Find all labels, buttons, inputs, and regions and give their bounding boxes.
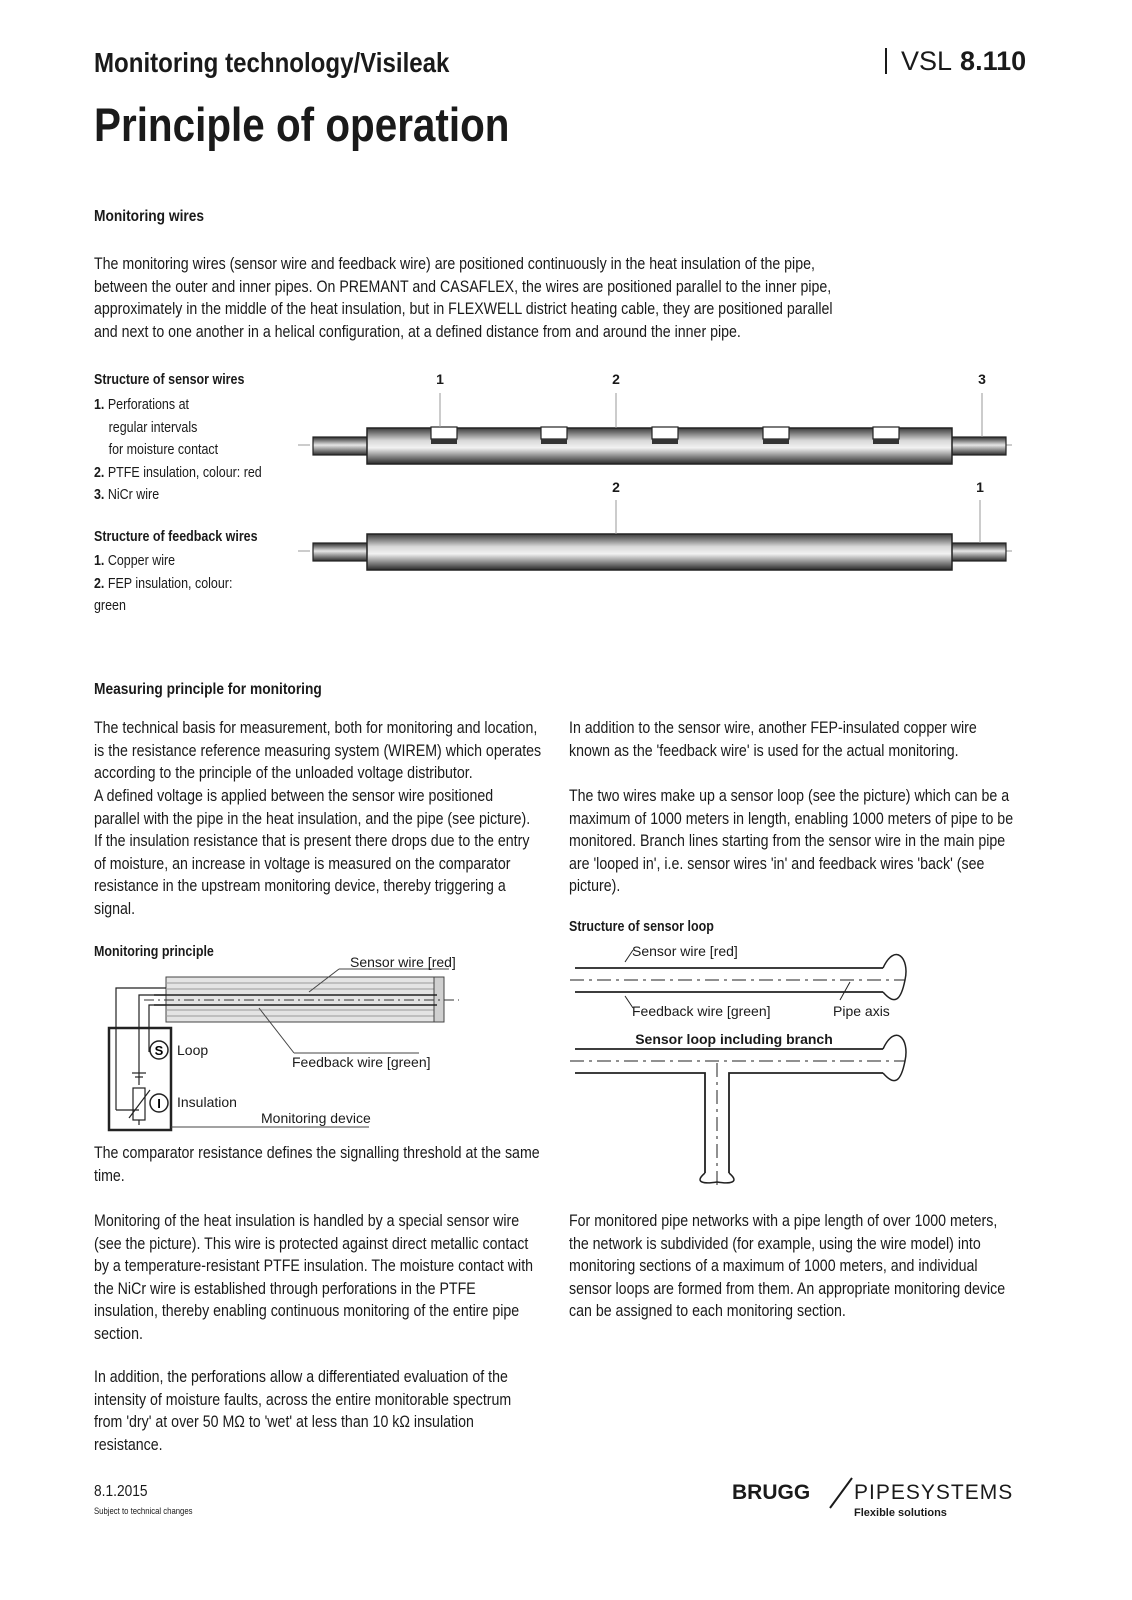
comparator-paragraph: The comparator resistance defines the signalling threshold at the same time.: [94, 1144, 540, 1185]
networks-paragraph: For monitored pipe networks with a pipe length of over 1000 meters, the network is subdivided (for example, using the wire model) into monitoring sections of a maximum of 1000 meters, and individual sensor loops are formed from them. An appropriate monitoring device can be assigned to each monitoring section.: [569, 1212, 1006, 1320]
measuring-heading: Measuring principle for monitoring: [94, 681, 322, 698]
sensor-callout-2: 2: [612, 371, 620, 387]
footer-note: Subject to technical changes: [94, 1506, 193, 1516]
loop-sensor-wire-label: Sensor wire [red]: [632, 943, 738, 959]
list-item: 2. FEP insulation, colour:: [94, 575, 233, 592]
heat-insulation-paragraph: Monitoring of the heat insulation is handled by a special sensor wire (see the picture). This wire is protected against direct metallic contact by a temperature-resistant PTFE insulation. The moisture contact with the NiCr wire is established through perforations in the PTFE insulation, thereby enabling continuous monitoring of the entire pipe section.: [94, 1212, 534, 1343]
feedback-callout-2: 2: [612, 479, 620, 495]
branch-heading: Sensor loop including branch: [635, 1031, 833, 1047]
loop-feedback-wire-label: Feedback wire [green]: [632, 1003, 771, 1019]
list-item: 1. Perforations at: [94, 397, 189, 413]
wire-structure-diagram: [290, 365, 1030, 595]
perforations-paragraph: In addition, the perforations allow a differentiated evaluation of the intensity of moisture faults, across the entire monitorable spectrum from 'dry' at over 50 MΩ to 'wet' at less than 10 kΩ insulation resistance.: [94, 1368, 512, 1454]
monitoring-principle-heading: Monitoring principle: [94, 944, 214, 960]
feedback-wire-drawing: [298, 479, 1015, 570]
measuring-paragraph-1: The technical basis for measurement, both for monitoring and location, is the resistance reference measuring system (WIREM) which operates according to the principle of the unloaded voltage distributor.: [94, 719, 542, 782]
sensor-loop-paragraph: The two wires make up a sensor loop (see the picture) which can be a maximum of 1000 meters in length, enabling 1000 meters of pipe to be monitored. Branch lines starting from the sensor wire in the main pipe are 'looped in', i.e. sensor wires 'in' and feedback wires 'back' (see picture).: [569, 787, 1014, 895]
list-item: 1. Copper wire: [94, 553, 176, 569]
monitoring-principle-diagram: [94, 950, 474, 1135]
list-item: 2. PTFE insulation, colour: red: [94, 464, 262, 481]
sensor-callout-3: 3: [978, 371, 986, 387]
signal-symbol-i: I: [157, 1096, 161, 1111]
loop-label: Loop: [177, 1042, 209, 1058]
brand-left: BRUGG: [732, 1481, 811, 1504]
brugg-logo: [730, 1474, 1030, 1522]
section-title: Monitoring technology/Visileak: [94, 47, 450, 78]
sensor-callout-1: 1: [436, 371, 444, 387]
sensor-loop-heading: Structure of sensor loop: [569, 919, 714, 935]
list-item: for moisture contact: [108, 442, 219, 458]
sensor-structure-list: [94, 394, 289, 507]
monitoring-wires-paragraph: The monitoring wires (sensor wire and feedback wire) are positioned continuously in the heat insulation of the pipe, between the outer and inner pipes. On PREMANT and CASAFLEX, the wires are positioned parallel to the inner pipe, approximately in the middle of the heat insulation, but in FLEXWELL district heating cable, they are positioned parallel and next to one another in a helical configuration, at a defined distance from and around the inner pipe.: [94, 255, 833, 341]
doc-number: 8.110: [960, 46, 1027, 76]
feedback-wire-paragraph: In addition to the sensor wire, another FEP-insulated copper wire known as the 'feedback wire' is used for the actual monitoring.: [569, 719, 977, 760]
sensor-structure-heading: Structure of sensor wires: [94, 372, 245, 388]
sensor-loop-diagram: [565, 938, 925, 1188]
page-title: Principle of operation: [94, 98, 510, 151]
tagline: Flexible solutions: [854, 1507, 947, 1519]
document-code: [885, 48, 1026, 74]
feedback-callout-1: 1: [976, 479, 984, 495]
insulation-label: Insulation: [177, 1094, 237, 1110]
signal-symbol-s: S: [154, 1043, 164, 1058]
monitoring-device-label: Monitoring device: [261, 1110, 371, 1126]
list-item: green: [94, 598, 126, 614]
pipe-axis-label: Pipe axis: [833, 1003, 890, 1019]
list-item: 3. NiCr wire: [94, 487, 160, 503]
list-item: regular intervals: [108, 419, 198, 436]
footer-date: 8.1.2015: [94, 1483, 148, 1500]
doc-prefix: VSL: [901, 46, 953, 76]
feedback-wire-label: Feedback wire [green]: [292, 1054, 431, 1070]
sensor-wire-label: Sensor wire [red]: [350, 954, 456, 970]
measuring-paragraph-2: A defined voltage is applied between the sensor wire positioned parallel with the pipe in the heat insulation, and the pipe (see picture). If the insulation resistance that is present there drops due to the entry of moisture, an increase in voltage is measured on the comparator resistance in the upstream monitoring device, thereby triggering a signal.: [94, 787, 531, 918]
feedback-structure-heading: Structure of feedback wires: [94, 529, 258, 545]
brand-right: PIPESYSTEMS: [854, 1481, 1014, 1504]
feedback-structure-list: [94, 550, 255, 618]
sensor-wire-drawing: [298, 371, 1015, 464]
monitoring-wires-heading: Monitoring wires: [94, 208, 205, 225]
